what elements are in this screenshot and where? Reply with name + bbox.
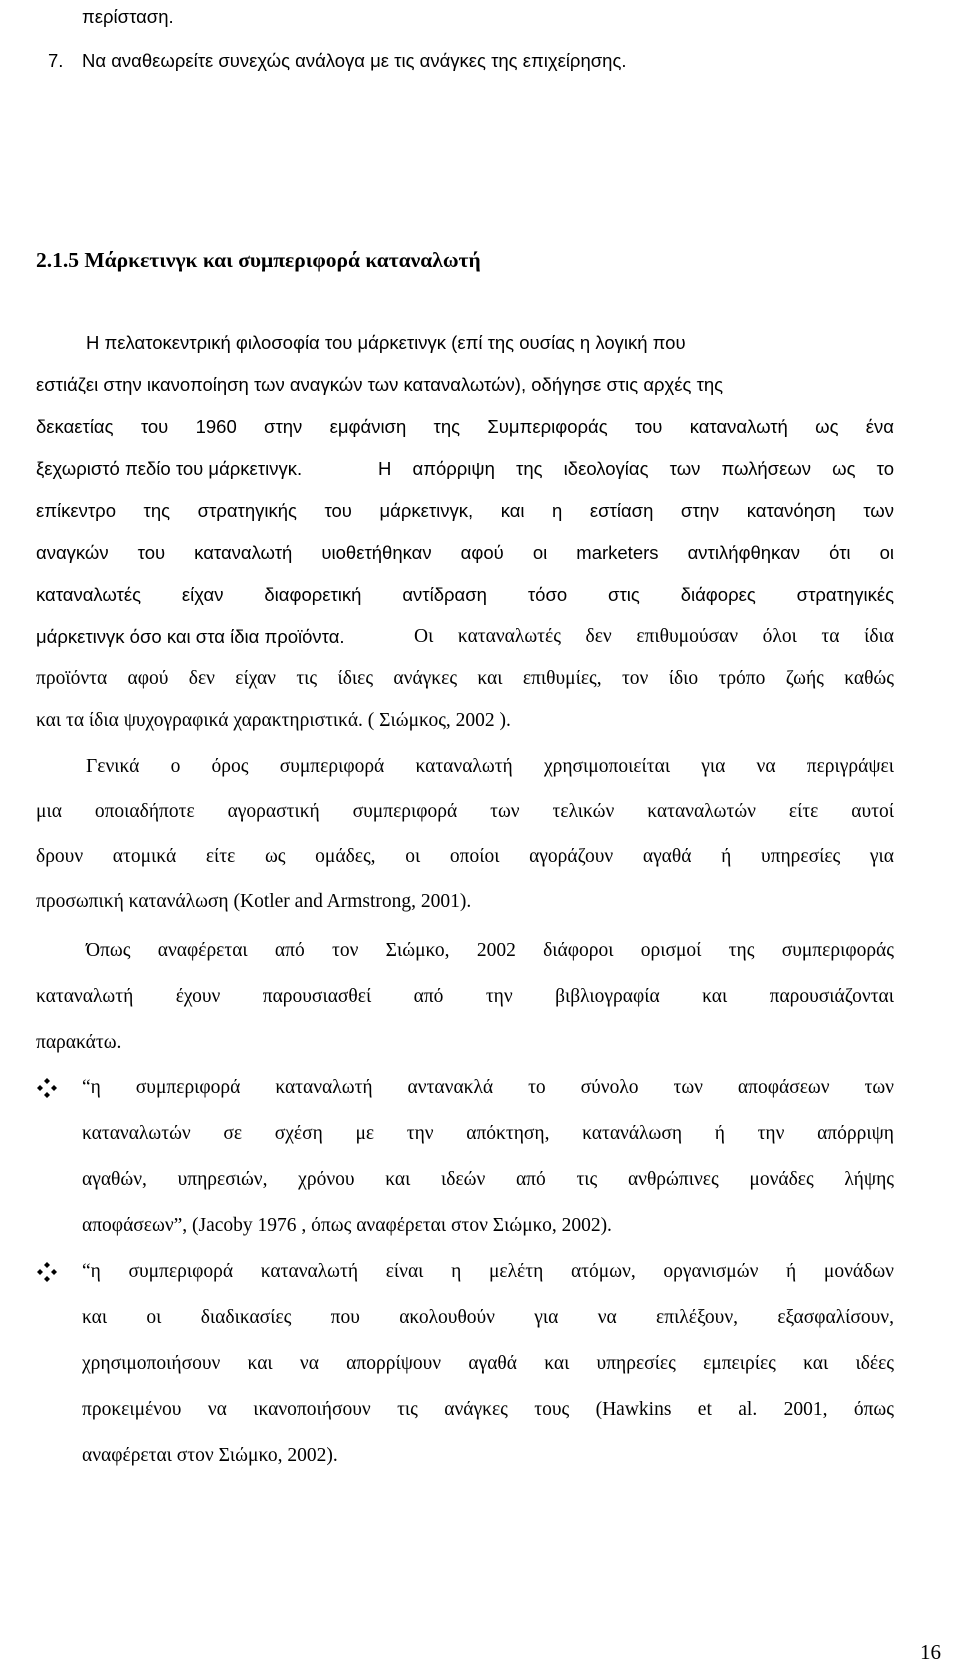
bullet-1-line-1: “η συμπεριφορά καταναλωτή αντανακλά το σύνολο των αποφάσεων των <box>82 1077 894 1098</box>
paragraph-1-line-4-continuation: Η απόρριψη της ιδεολογίας των πωλήσεων ως το <box>378 458 894 479</box>
paragraph-1-line-7: καταναλωτές είχαν διαφορετική αντίδραση τόσο στις διάφορες στρατηγικές <box>36 584 894 605</box>
paragraph-3-line-1: Όπως αναφέρεται από τον Σιώμκο, 2002 διάφοροι ορισμοί της συμπεριφοράς <box>86 940 894 961</box>
paragraph-2-line-1: Γενικά ο όρος συμπεριφορά καταναλωτή χρησιμοποιείται για να περιγράψει <box>86 756 894 777</box>
paragraph-2-line-4: προσωπική κατανάλωση (Kotler and Armstrong, 2001). <box>36 891 472 912</box>
paragraph-3-line-3: παρακάτω. <box>36 1032 122 1053</box>
paragraph-1-line-10: και τα ίδια ψυχογραφικά χαρακτηριστικά. ( Σιώμκος, 2002 ). <box>36 710 511 731</box>
paragraph-2-line-2: μια οποιαδήποτε αγοραστική συμπεριφορά των τελικών καταναλωτών είτε αυτοί <box>36 801 894 822</box>
section-heading: 2.1.5 Μάρκετινγκ και συμπεριφορά καταναλωτή <box>36 248 481 272</box>
bullet-2-line-2: και οι διαδικασίες που ακολουθούν για να επιλέξουν, εξασφαλίσουν, <box>82 1307 894 1328</box>
list-item-number: 7. <box>48 50 64 71</box>
paragraph-1-line-2: εστιάζει στην ικανοποίηση των αναγκών των καταναλωτών), οδήγησε στις αρχές της <box>36 374 724 395</box>
bullet-2-line-5: αναφέρεται στον Σιώμκο, 2002). <box>82 1445 338 1466</box>
bullet-2-line-3: χρησιμοποιήσουν και να απορρίψουν αγαθά και υπηρεσίες εμπειρίες και ιδέες <box>82 1353 894 1374</box>
paragraph-2-line-3: δρουν ατομικά είτε ως ομάδες, οι οποίοι αγοράζουν αγαθά ή υπηρεσίες για <box>36 846 894 867</box>
bullet-2-line-1: “η συμπεριφορά καταναλωτή είναι η μελέτη ατόμων, οργανισμών ή μονάδων <box>82 1261 894 1282</box>
paragraph-1-line-5: επίκεντρο της στρατηγικής του μάρκετινγκ, και η εστίαση στην κατανόηση των <box>36 500 894 521</box>
paragraph-1-line-8-sans: μάρκετινγκ όσο και στα ίδια προϊόντα. <box>36 626 345 647</box>
top-fragment: περίσταση. <box>82 6 174 27</box>
paragraph-3-line-2: καταναλωτή έχουν παρουσιασθεί από την βιβλιογραφία και παρουσιάζονται <box>36 986 894 1007</box>
page-number: 16 <box>920 1640 941 1664</box>
paragraph-1-line-3: δεκαετίας του 1960 στην εμφάνιση της Συμπεριφοράς του καταναλωτή ως ένα <box>36 416 894 437</box>
four-diamond-bullet-icon <box>37 1262 57 1282</box>
bullet-2-line-4: προκειμένου να ικανοποιήσουν τις ανάγκες τους (Hawkins et al. 2001, όπως <box>82 1399 894 1420</box>
paragraph-1-line-4: ξεχωριστό πεδίο του μάρκετινγκ. <box>36 458 303 479</box>
list-item-text: Να αναθεωρείτε συνεχώς ανάλογα με τις ανάγκες της επιχείρησης. <box>82 50 627 71</box>
paragraph-1-line-9: προϊόντα αφού δεν είχαν τις ίδιες ανάγκες και επιθυμίες, τον ίδιο τρόπο ζωής καθώς <box>36 668 894 689</box>
paragraph-1-line-8-serif: Οι καταναλωτές δεν επιθυμούσαν όλοι τα ίδια <box>414 626 894 647</box>
four-diamond-bullet-icon <box>37 1078 57 1098</box>
bullet-1-line-3: αγαθών, υπηρεσιών, χρόνου και ιδεών από τις ανθρώπινες μονάδες λήψης <box>82 1169 894 1190</box>
bullet-1-line-4: αποφάσεων”, (Jacoby 1976 , όπως αναφέρεται στον Σιώμκο, 2002). <box>82 1215 612 1236</box>
paragraph-1-line-6: αναγκών του καταναλωτή υιοθετήθηκαν αφού οι marketers αντιλήφθηκαν ότι οι <box>36 542 894 563</box>
bullet-1-line-2: καταναλωτών σε σχέση με την απόκτηση, κατανάλωση ή την απόρριψη <box>82 1123 894 1144</box>
paragraph-1-line-1: Η πελατοκεντρική φιλοσοφία του μάρκετινγκ (επί της ουσίας η λογική που <box>86 332 686 353</box>
